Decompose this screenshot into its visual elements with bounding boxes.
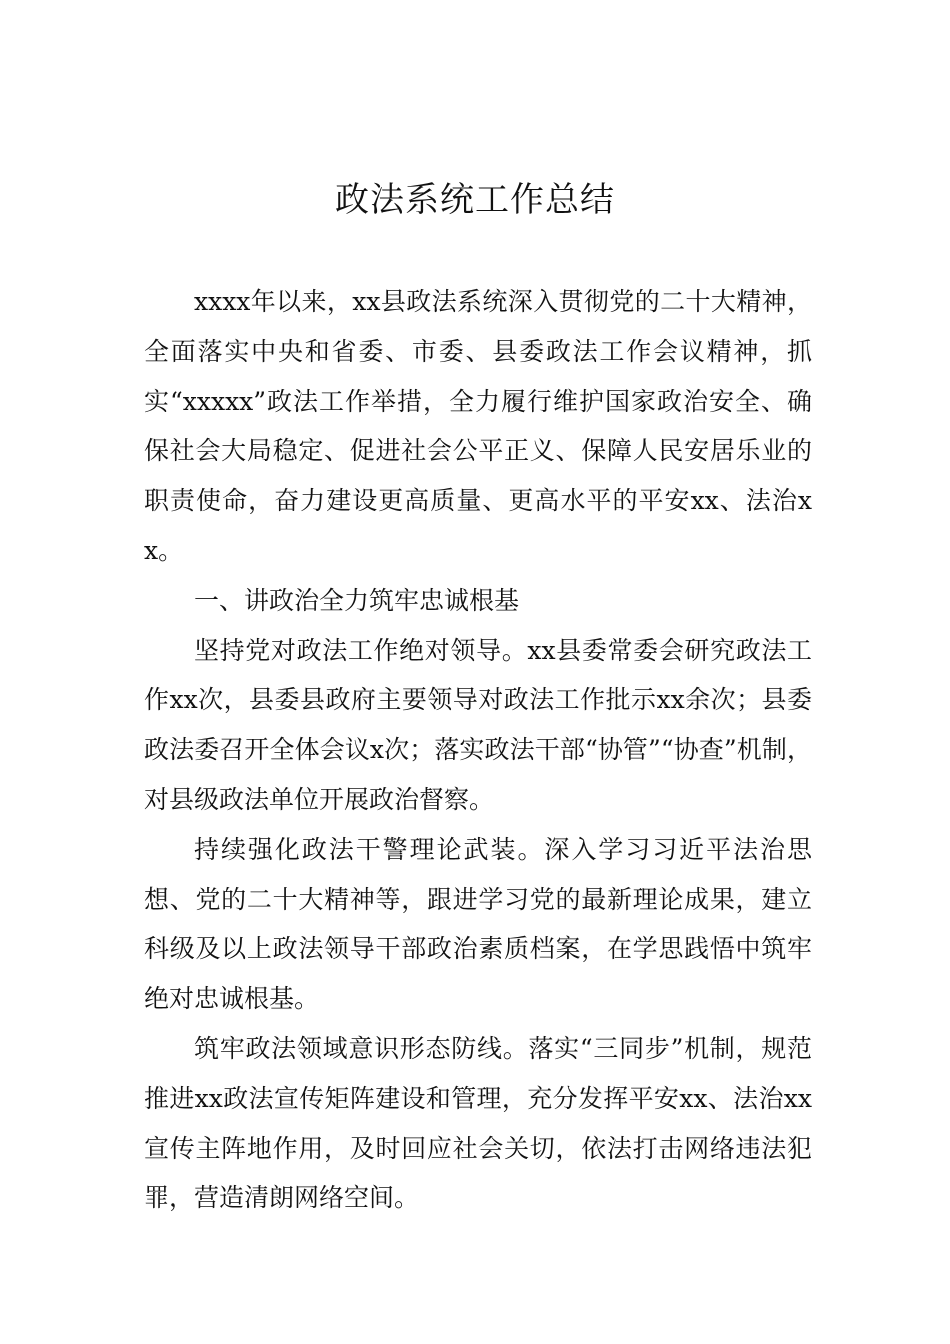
document-body [144, 277, 812, 1223]
body-paragraph-3: 筑牢政法领域意识形态防线。落实“三同步”机制，规范推进xx政法宣传矩阵建设和管理，充分发挥平安xx、法治xx宣传主阵地作用，及时回应社会关切，依法打击网络违法犯罪，营造清朗网络空间。 [144, 1033, 812, 1213]
body-paragraph-2: 持续强化政法干警理论武装。深入学习习近平法治思想、党的二十大精神等，跟进学习党的最新理论成果，建立科级及以上政法领导干部政治素质档案，在学思践悟中筑牢绝对忠诚根基。 [144, 834, 812, 1014]
body-paragraph-1: 坚持党对政法工作绝对领导。xx县委常委会研究政法工作xx次，县委县政府主要领导对政法工作批示xx余次；县委政法委召开全体会议x次；落实政法干部“协管”“协查”机制，对县级政法单位开展政治督察。 [144, 635, 812, 814]
document-title: 政法系统工作总结 [335, 180, 615, 220]
section-heading-1: 一、讲政治全力筑牢忠诚根基 [194, 585, 520, 615]
intro-paragraph: xxxx年以来，xx县政法系统深入贯彻党的二十大精神，全面落实中央和省委、市委、县委政法工作会议精神，抓实“xxxxx”政法工作举措，全力履行维护国家政治安全、确保社会大局稳定、促进社会公平正义、保障人民安居乐业的职责使命，奋力建设更高质量、更高水平的平安xx、法治xx。 [144, 287, 812, 565]
